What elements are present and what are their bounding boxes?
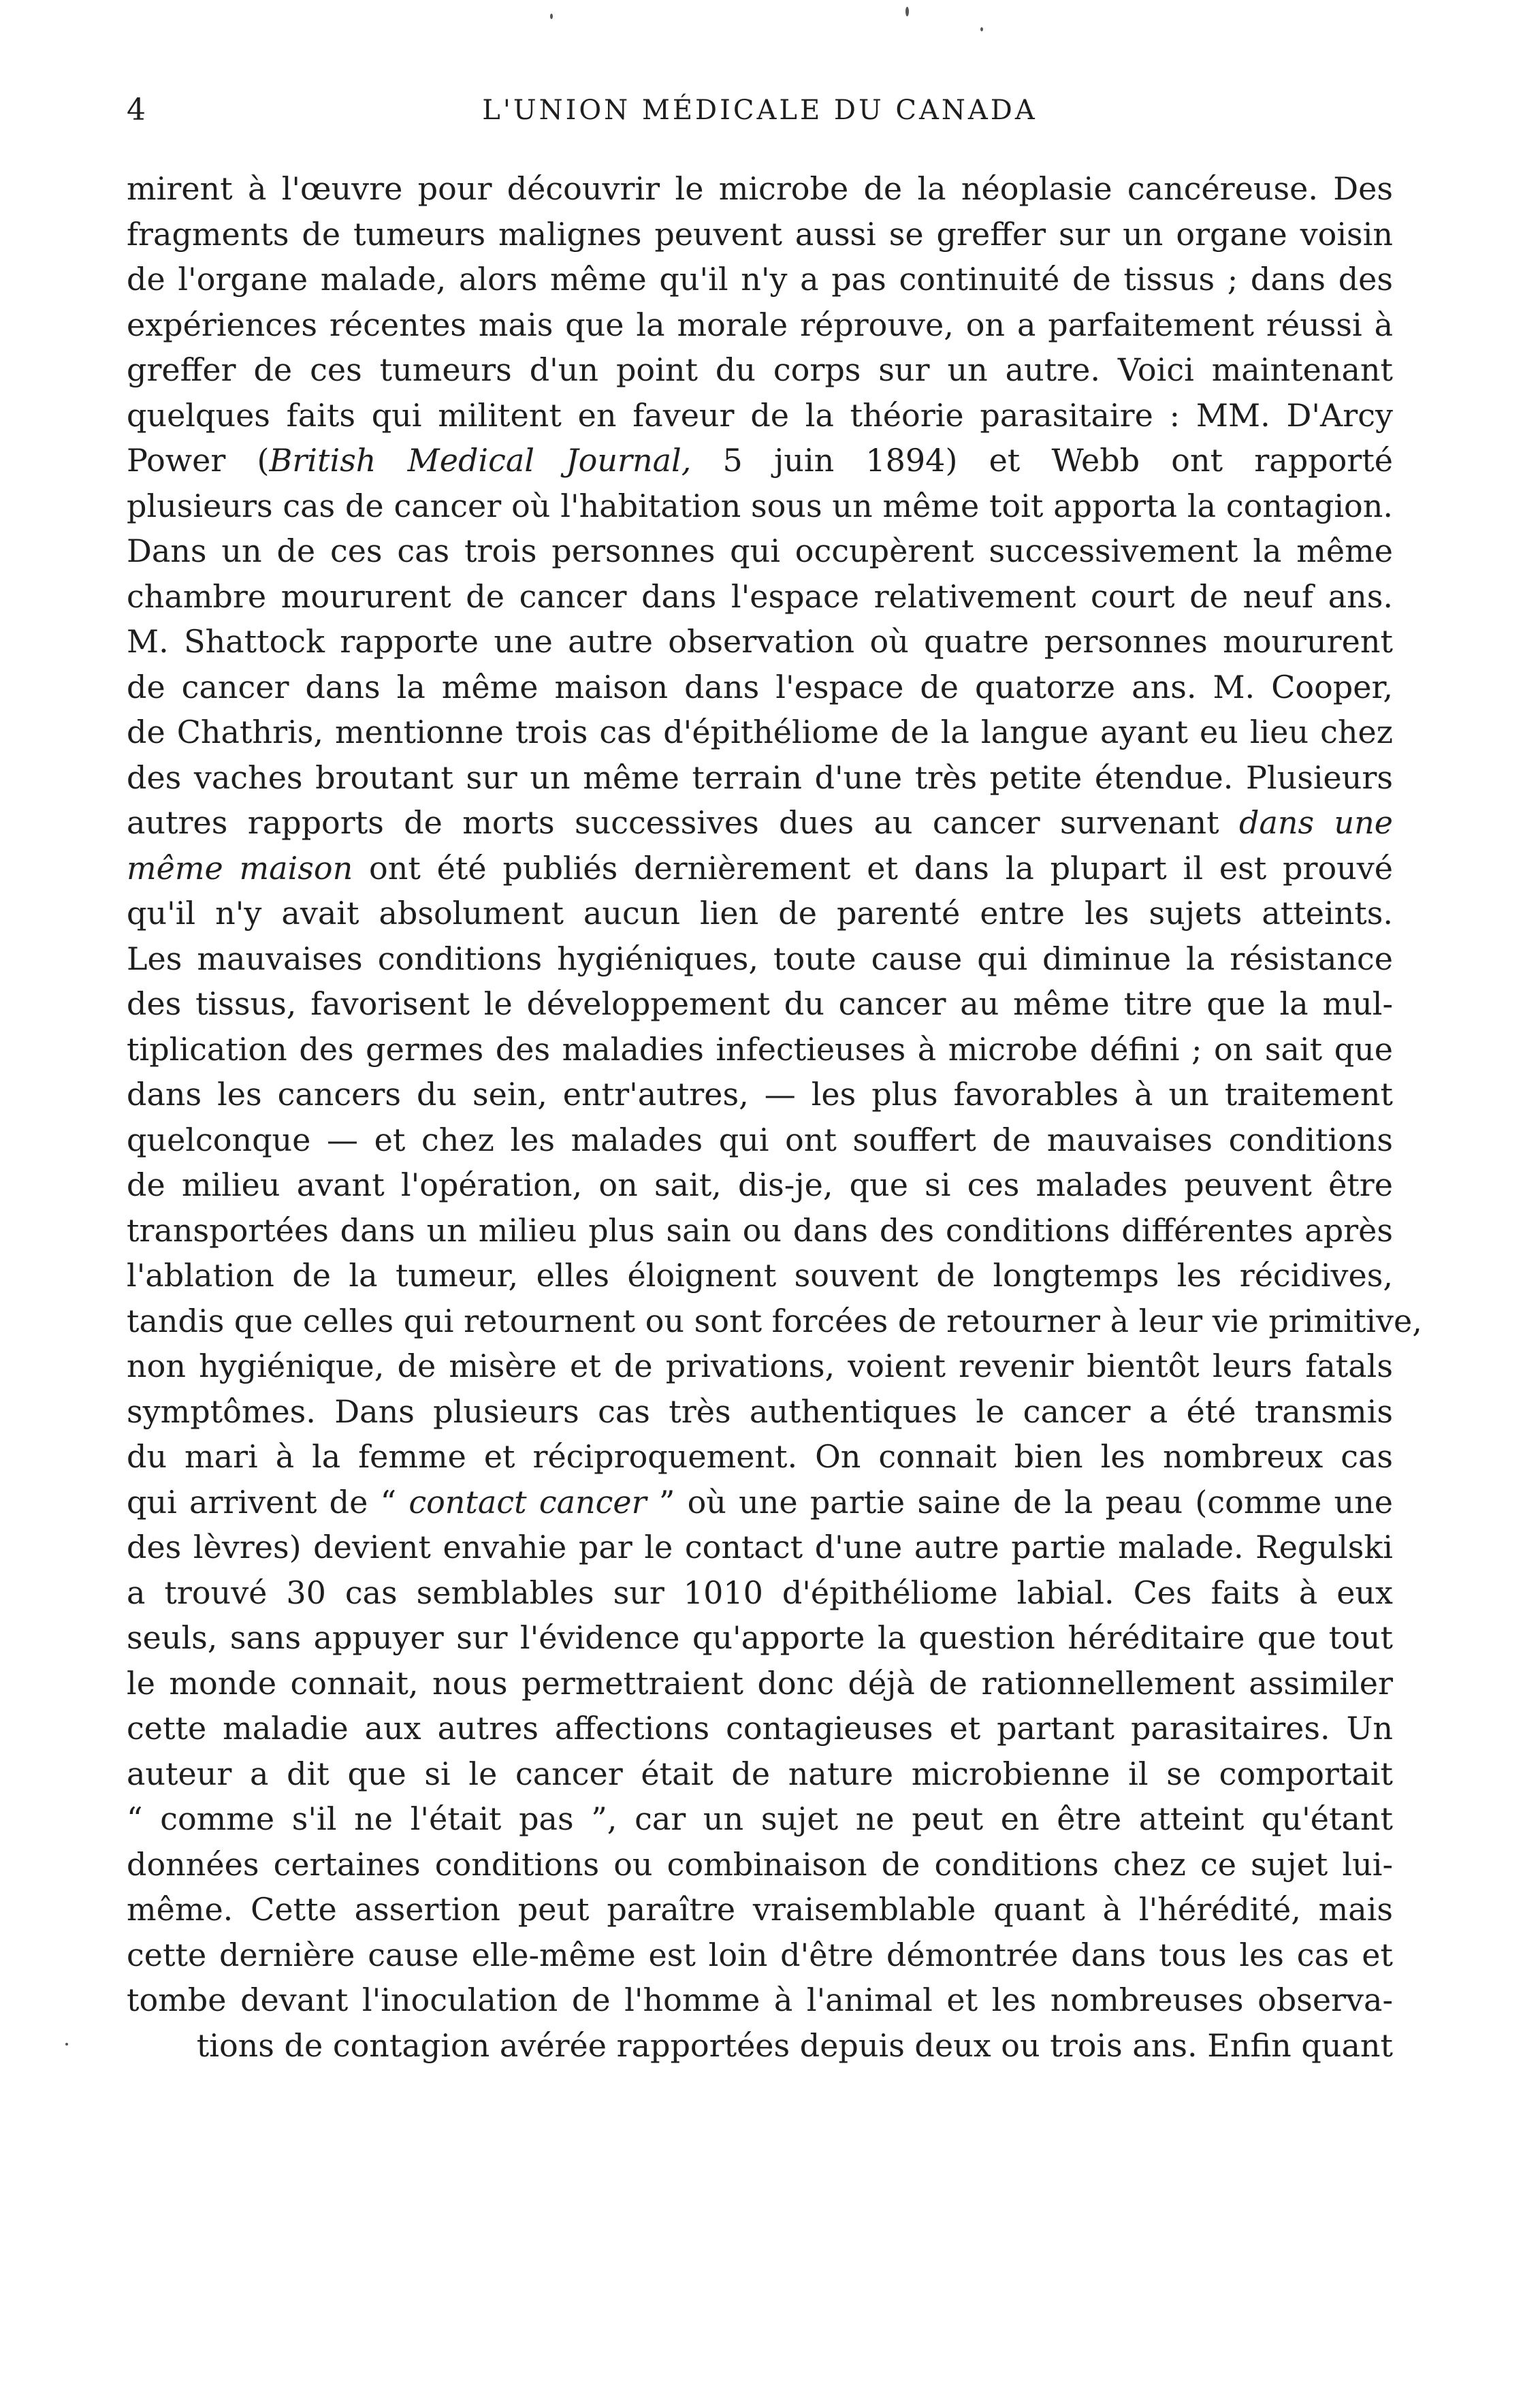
text-run: données certaines conditions ou combinaison de conditions chez ce sujet lui- — [127, 1845, 1393, 1883]
text-line — [127, 1434, 1393, 1480]
text-run: même. Cette assertion peut paraître vraisemblable quant à l'hérédité, mais — [127, 1891, 1393, 1928]
italic-text-run: British Medical Journal, — [269, 442, 692, 479]
text-line — [127, 2023, 1393, 2069]
italic-text-run: dans une — [1239, 804, 1393, 841]
text-run: des vaches broutant sur un même terrain d'une très petite étendue. Plusieurs — [127, 759, 1393, 796]
text-line — [127, 1751, 1393, 1797]
text-line — [127, 1162, 1393, 1208]
text-line — [127, 981, 1393, 1027]
text-run: qu'il n'y avait absolument aucun lien de parenté entre les sujets atteints. — [127, 895, 1393, 932]
text-run: tombe devant l'inoculation de l'homme à l'animal et les nombreuses observa- — [127, 1982, 1393, 2018]
text-run: transportées dans un milieu plus sain ou dans des conditions différentes après — [127, 1211, 1393, 1249]
text-line — [127, 166, 1393, 212]
text-line — [127, 710, 1393, 755]
text-run: 5 juin 1894) et Webb ont rapporté — [691, 442, 1393, 479]
text-run: le monde connait, nous permettraient donc déjà de rationnellement assimiler — [127, 1664, 1393, 1702]
text-line — [127, 528, 1393, 574]
text-run: mirent à l'œuvre pour découvrir le microbe de la néoplasie cancéreuse. Des — [127, 170, 1393, 207]
text-run: quelques faits qui militent en faveur de la théorie parasitaire : MM. D'Arcy — [127, 396, 1393, 434]
text-run: Les mauvaises conditions hygiéniques, toute cause qui diminue la résistance — [127, 940, 1393, 977]
text-run: expériences récentes mais que la morale réprouve, on a parfaitement réussi à — [127, 306, 1393, 343]
text-line — [127, 665, 1393, 710]
text-run: fragments de tumeurs malignes peuvent aussi se greffer sur un organe voisin — [127, 215, 1393, 253]
text-run: tions de contagion avérée rapportées depuis deux ou trois ans. Enfin quant — [196, 2026, 1393, 2064]
text-run: de milieu avant l'opération, on sait, dis-je, que si ces malades peuvent être — [127, 1166, 1393, 1203]
text-line — [127, 1932, 1393, 1978]
page-number: 4 — [127, 93, 146, 127]
scan-speck — [905, 7, 909, 16]
text-run: tandis que celles qui retournent ou sont forcées de retourner à leur vie primitive, — [127, 1302, 1422, 1339]
text-line — [127, 1887, 1393, 1932]
text-run: ” où une partie saine de la peau (comme une — [646, 1483, 1393, 1521]
text-run: auteur a dit que si le cancer était de nature microbienne il se comportait — [127, 1755, 1393, 1792]
text-line — [127, 1299, 1422, 1344]
text-run: a trouvé 30 cas semblables sur 1010 d'épithéliome labial. Ces faits à eux — [127, 1574, 1393, 1611]
text-line — [127, 1253, 1393, 1299]
italic-text-run: contact cancer — [408, 1483, 647, 1521]
text-line — [127, 483, 1393, 529]
text-line — [127, 1796, 1393, 1842]
text-line — [127, 257, 1393, 302]
text-line — [127, 1389, 1393, 1435]
text-line — [127, 302, 1393, 348]
running-title: L'UNION MÉDICALE DU CANADA — [482, 95, 1038, 126]
text-run: M. Shattock rapporte une autre observation où quatre personnes moururent — [127, 623, 1393, 660]
text-run: des lèvres) devient envahie par le contact d'une autre partie malade. Regulski — [127, 1529, 1393, 1565]
text-run: quelconque — et chez les malades qui ont souffert de mauvaises conditions — [127, 1121, 1393, 1158]
text-run: chambre moururent de cancer dans l'espace relativement court de neuf ans. — [127, 577, 1393, 615]
text-run: Power ( — [127, 442, 270, 479]
text-run: de l'organe malade, alors même qu'il n'y a pas continuité de tissus ; dans des — [127, 261, 1393, 298]
text-line — [127, 936, 1393, 982]
text-line — [127, 1117, 1393, 1163]
text-run: des tissus, favorisent le développement du cancer au même titre que la mul- — [127, 985, 1393, 1022]
scan-speck — [65, 2043, 68, 2046]
text-run: cette maladie aux autres affections contagieuses et partant parasitaires. Un — [127, 1710, 1393, 1747]
text-line — [127, 619, 1393, 665]
text-run: tiplication des germes des maladies infectieuses à microbe défini ; on sait que — [127, 1030, 1393, 1068]
text-line — [127, 755, 1393, 801]
text-line — [127, 1027, 1393, 1072]
text-line — [127, 574, 1393, 620]
text-line — [127, 1343, 1393, 1389]
text-line — [127, 1842, 1393, 1888]
text-run: plusieurs cas de cancer où l'habitation sous un même toit apporta la contagion. — [127, 487, 1393, 524]
text-run: greffer de ces tumeurs d'un point du corps sur un autre. Voici maintenant — [127, 351, 1393, 388]
text-line — [127, 347, 1393, 393]
text-line — [127, 1480, 1393, 1525]
body-text — [127, 166, 1422, 2068]
text-line — [127, 1977, 1393, 2023]
text-line — [127, 1072, 1393, 1117]
text-run: symptômes. Dans plusieurs cas très authentiques le cancer a été transmis — [127, 1393, 1393, 1430]
text-run: du mari à la femme et réciproquement. On connait bien les nombreux cas — [127, 1438, 1393, 1475]
text-run: de Chathris, mentionne trois cas d'épithéliome de la langue ayant eu lieu chez — [127, 714, 1393, 750]
text-line — [127, 1615, 1393, 1661]
text-run: Dans un de ces cas trois personnes qui occupèrent successivement la même — [127, 532, 1393, 569]
text-run: cette dernière cause elle-même est loin d'être démontrée dans tous les cas et — [127, 1936, 1393, 1973]
text-line — [127, 1208, 1393, 1254]
text-run: ont été publiés dernièrement et dans la plupart il est prouvé — [353, 849, 1393, 887]
text-line — [127, 1661, 1393, 1706]
text-line — [127, 1570, 1393, 1616]
text-line — [127, 891, 1393, 936]
text-line — [127, 212, 1393, 257]
text-run: dans les cancers du sein, entr'autres, — les plus favorables à un traitement — [127, 1076, 1393, 1113]
scan-speck — [980, 27, 983, 31]
text-run: qui arrivent de “ — [127, 1483, 409, 1521]
text-run: seuls, sans appuyer sur l'évidence qu'apporte la question héréditaire que tout — [127, 1619, 1393, 1656]
text-line — [127, 846, 1393, 891]
text-run: autres rapports de morts successives dues au cancer survenant — [127, 804, 1240, 841]
text-run: de cancer dans la même maison dans l'espace de quatorze ans. M. Cooper, — [127, 668, 1393, 705]
italic-text-run: même maison — [127, 849, 353, 887]
scan-speck — [550, 14, 553, 19]
text-line — [127, 800, 1393, 846]
text-run: non hygiénique, de misère et de privations, voient revenir bientôt leurs fatals — [127, 1348, 1393, 1384]
text-line — [127, 1706, 1393, 1751]
text-line — [127, 438, 1393, 483]
text-run: l'ablation de la tumeur, elles éloignent souvent de longtemps les récidives, — [127, 1257, 1393, 1294]
text-run: “ comme s'il ne l'était pas ”, car un sujet ne peut en être atteint qu'étant — [127, 1800, 1393, 1837]
text-line — [127, 393, 1393, 439]
text-line — [127, 1525, 1393, 1570]
page-header — [127, 90, 1393, 131]
